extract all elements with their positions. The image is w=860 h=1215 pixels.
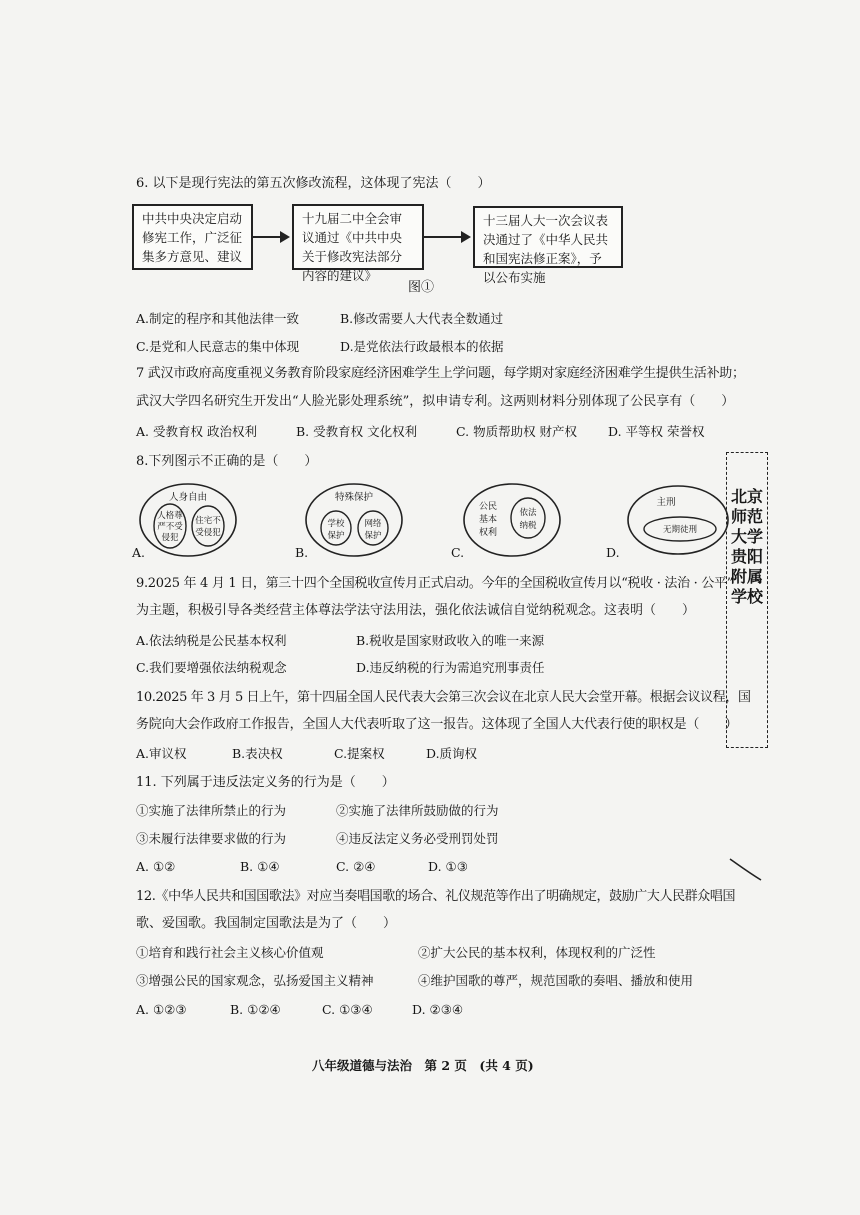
diagram-a-inner2-l2: 受侵犯 (195, 528, 221, 538)
diagram-c-outer-l2: 基本 (478, 515, 498, 525)
q12-item-1: ①培育和践行社会主义核心价值观 (136, 945, 324, 960)
flow-step-1: 中共中央决定启动修宪工作，广泛征集多方意见、建议 (132, 204, 253, 270)
q12-stem-line1: 12.《中华人民共和国国歌法》对应当奏唱国歌的场合、礼仪规范等作出了明确规定，鼓励广大人民群众唱国 (136, 889, 736, 904)
q9-stem-line1: 9.2025 年 4 月 1 日，第三十四个全国税收宣传月正式启动。今年的全国税收宣传月以“税收 · 法治 · 公平” (136, 576, 734, 591)
q9-option-b: B.税收是国家财政收入的唯一来源 (356, 633, 545, 648)
q8-option-b: B. (295, 545, 309, 560)
diagram-b-inner2-l2: 保护 (364, 531, 382, 541)
q11-stem: 11. 下列属于违反法定义务的行为是（ ） (136, 775, 395, 790)
q11-item-2: ②实施了法律所鼓励做的行为 (336, 803, 499, 818)
diagram-c-inner-l1: 依法 (519, 508, 537, 518)
q7-option-b: B. 受教育权 文化权利 (296, 424, 418, 439)
q11-item-3: ③未履行法律要求做的行为 (136, 831, 287, 846)
q10-option-a: A.审议权 (136, 746, 187, 761)
diagram-a-inner1-l2: 严不受 (157, 522, 183, 532)
q7-option-a: A. 受教育权 政治权利 (136, 424, 257, 439)
q6-stem: 6. 以下是现行宪法的第五次修改流程，这体现了宪法（ ） (136, 176, 491, 191)
q6-option-c: C.是党和人民意志的集中体现 (136, 339, 300, 354)
diagram-d (628, 486, 728, 554)
q10-option-c: C.提案权 (334, 746, 385, 761)
q12-item-4: ④维护国歌的尊严，规范国歌的奏唱、播放和使用 (418, 973, 694, 988)
q11-item-1: ①实施了法律所禁止的行为 (136, 803, 287, 818)
diagram-b-outer: 特殊保护 (334, 492, 374, 503)
diagram-c-outer-l1: 公民 (478, 502, 498, 512)
q10-option-d: D.质询权 (426, 746, 478, 761)
diagram-c-inner-l2: 纳税 (519, 521, 537, 531)
arrow-right-icon (280, 231, 290, 243)
diagram-b-inner1-l1: 学校 (327, 519, 345, 529)
diagram-a-inner1-l1: 人格尊 (157, 511, 183, 521)
q11-option-d: D. ①③ (428, 859, 468, 874)
q12-option-d: D. ②③④ (412, 1002, 464, 1017)
diagram-d-outer: 主刑 (656, 497, 676, 508)
q9-stem-line2: 为主题，积极引导各类经营主体尊法学法守法用法，强化依法诚信自觉纳税观念。这表明（ ） (136, 603, 696, 618)
q11-option-a: A. ①② (136, 859, 176, 874)
q12-option-b: B. ①②④ (230, 1002, 281, 1017)
q10-stem-line2: 务院向大会作政府工作报告，全国人大代表听取了这一报告。这体现了全国人大代表行使的职权是（ ） (136, 717, 738, 732)
school-name: 北京师范大学贵阳附属学校 (730, 487, 763, 606)
diagram-a-outer: 人身自由 (168, 492, 208, 503)
q12-option-c: C. ①③④ (322, 1002, 373, 1017)
q12-item-3: ③增强公民的国家观念，弘扬爱国主义精神 (136, 973, 374, 988)
flow-arrow-2 (424, 236, 462, 238)
q10-stem-line1: 10.2025 年 3 月 5 日上午，第十四届全国人民代表大会第三次会议在北京人民大会堂开幕。根据会议议程，国 (136, 690, 751, 705)
diagram-a-inner1-l3: 侵犯 (161, 533, 179, 543)
q7-stem-line2: 武汉大学四名研究生开发出“人脸光影处理系统”，拟申请专利。这两则材料分别体现了公民享有（ ） (136, 394, 735, 409)
q10-option-b: B.表决权 (232, 746, 283, 761)
diagram-b-inner2-l1: 网络 (364, 519, 382, 529)
diagram-d-inner: 无期徒刑 (662, 525, 698, 535)
q6-option-d: D.是党依法行政最根本的依据 (340, 339, 504, 354)
q12-item-2: ②扩大公民的基本权利，体现权利的广泛性 (418, 945, 656, 960)
arrow-right-icon (461, 231, 471, 243)
q7-option-c: C. 物质帮助权 财产权 (456, 424, 578, 439)
diagram-a (140, 484, 236, 556)
flow-step-2: 十九届二中全会审议通过《中共中央关于修改宪法部分内容的建议》 (292, 204, 424, 270)
q11-option-c: C. ②④ (336, 859, 376, 874)
flow-step-3: 十三届人大一次会议表决通过了《中华人民共和国宪法修正案》，予以公布实施 (473, 206, 623, 268)
q12-stem-line2: 歌、爱国歌。我国制定国歌法是为了（ ） (136, 916, 397, 931)
school-name-box (726, 452, 768, 748)
q9-option-a: A.依法纳税是公民基本权利 (136, 633, 287, 648)
q8-option-c: C. (451, 545, 465, 560)
q8-stem: 8.下列图示不正确的是（ ） (136, 454, 318, 469)
flow-arrow-1 (253, 236, 281, 238)
q9-option-d: D.违反纳税的行为需追究刑事责任 (356, 660, 545, 675)
q6-option-b: B.修改需要人大代表全数通过 (340, 311, 504, 326)
q6-option-a: A.制定的程序和其他法律一致 (136, 311, 300, 326)
q8-diagrams (130, 480, 730, 560)
figure-label: 图① (408, 280, 435, 295)
pen-mark (728, 856, 764, 884)
q7-option-d: D. 平等权 荣誉权 (608, 424, 705, 439)
q7-stem-line1: 7 武汉市政府高度重视义务教育阶段家庭经济困难学生上学问题，每学期对家庭经济困难学生提供生活补助； (136, 366, 745, 381)
q11-option-b: B. ①④ (240, 859, 280, 874)
diagram-c-outer-l3: 权利 (478, 528, 498, 538)
q12-option-a: A. ①②③ (136, 1002, 187, 1017)
q11-item-4: ④违反法定义务必受刑罚处罚 (336, 831, 499, 846)
q8-option-a: A. (132, 545, 146, 560)
page-footer: 八年级道德与法治 第 2 页 (共 4 页) (312, 1058, 534, 1073)
diagram-b (306, 484, 402, 556)
diagram-c (464, 484, 560, 556)
diagram-b-inner1-l2: 保护 (327, 531, 345, 541)
q9-option-c: C.我们要增强依法纳税观念 (136, 660, 287, 675)
diagram-a-inner2-l1: 住宅不 (195, 516, 221, 526)
q8-option-d: D. (606, 545, 620, 560)
